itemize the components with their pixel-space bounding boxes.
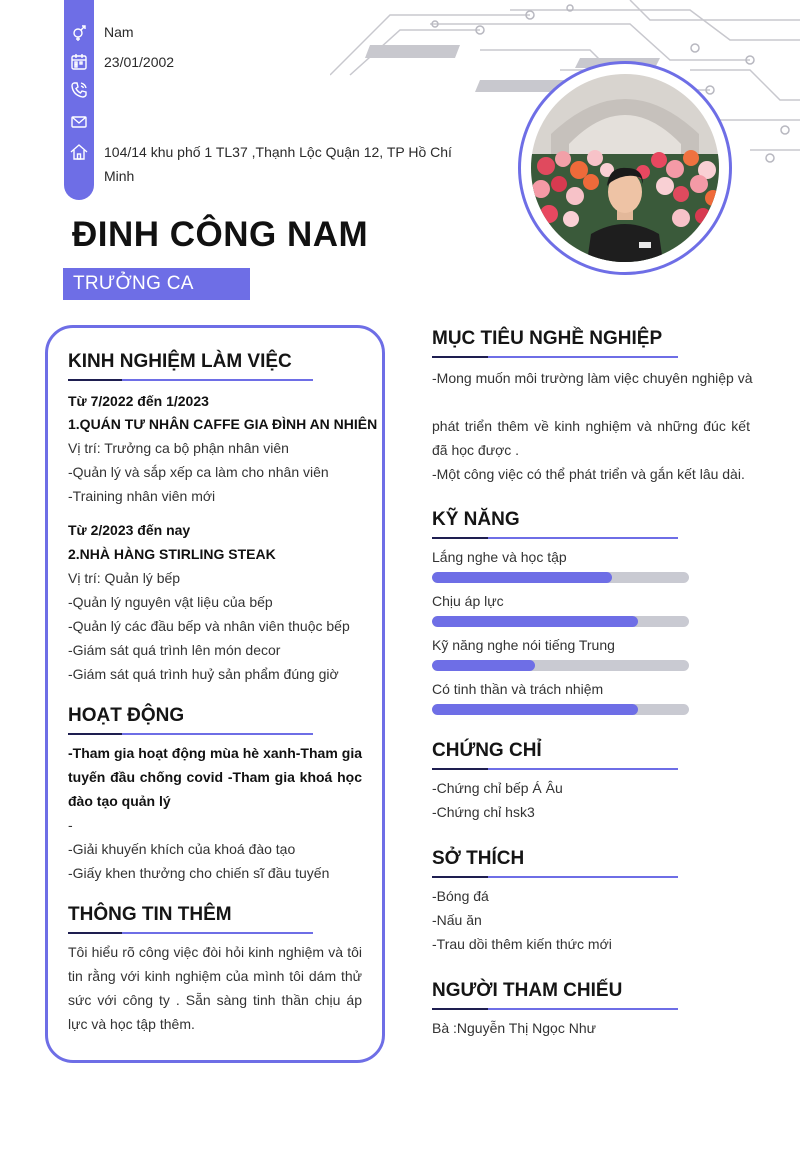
hobby-item: -Nấu ăn [432, 912, 482, 928]
additional-underline-accent [68, 932, 122, 934]
references-underline [488, 1008, 678, 1010]
activities-summary: -Tham gia hoạt động mùa hè xanh-Tham gia tuyến đầu chống covid -Tham gia khoá học đào tạo quản lý [68, 745, 362, 809]
job-2-detail: Vị trí: Quản lý bếp [68, 570, 181, 586]
skill-bar [432, 572, 689, 583]
skills-underline-accent [432, 537, 488, 539]
skill-bar-fill [432, 704, 638, 715]
contact-birthdate: 23/01/2002 [104, 54, 175, 70]
skills-underline [488, 537, 678, 539]
gender-icon [69, 22, 89, 42]
contact-gender: Nam [104, 24, 134, 40]
experience-underline-accent [68, 379, 122, 381]
contact-address [104, 140, 452, 188]
skill-bar [432, 660, 689, 671]
additional-text: Tôi hiểu rõ công việc đòi hỏi kinh nghiệm và tôi tin rằng với kinh nghiệm của mình tôi dám thử sức với công ty . Sẵn sàng tinh thần chịu áp lực và học tập thêm. [68, 944, 362, 1032]
certificates-title: CHỨNG CHỈ [432, 740, 542, 761]
hobbies-underline-accent [432, 876, 488, 878]
certificate-item: -Chứng chỉ bếp Á Âu [432, 780, 563, 796]
activity-item: -Giấy khen thưởng cho chiến sĩ đầu tuyến [68, 865, 330, 881]
hobby-item: -Bóng đá [432, 888, 489, 904]
skill-label: Có tinh thần và trách nhiệm [432, 681, 604, 697]
objective-line: -Một công việc có thể phát triển và gắn kết lâu dài. [432, 466, 745, 482]
role-bar [63, 268, 250, 300]
skill-bar-fill [432, 572, 612, 583]
job-1-detail: -Quản lý và sắp xếp ca làm cho nhân viên [68, 464, 329, 480]
additional-title: THÔNG TIN THÊM [68, 904, 232, 925]
avatar-photo [531, 74, 719, 262]
experience-title: KINH NGHIỆM LÀM VIỆC [68, 351, 292, 372]
phone-icon [69, 80, 89, 100]
certificate-item: -Chứng chỉ hsk3 [432, 804, 535, 820]
skill-bar-fill [432, 660, 535, 671]
job-2-detail: -Giám sát quá trình lên món decor [68, 642, 281, 658]
skill-bar-fill [432, 616, 638, 627]
email-icon [69, 112, 89, 132]
skill-label: Kỹ năng nghe nói tiếng Trung [432, 637, 615, 653]
job-2-period: Từ 2/2023 đến nay [68, 522, 191, 538]
person-name: ĐINH CÔNG NAM [72, 215, 369, 254]
hobbies-title: SỞ THÍCH [432, 848, 525, 869]
references-title: NGƯỜI THAM CHIẾU [432, 980, 623, 1001]
objective-underline [488, 356, 678, 358]
calendar-icon [69, 52, 89, 72]
certificates-underline-accent [432, 768, 488, 770]
job-2-company: 2.NHÀ HÀNG STIRLING STEAK [68, 546, 276, 562]
job-2-detail: -Quản lý các đầu bếp và nhân viên thuộc bếp [68, 618, 350, 634]
references-underline-accent [432, 1008, 488, 1010]
home-icon [69, 142, 89, 162]
activity-item: - [68, 817, 73, 833]
role-title: TRƯỞNG CA [73, 273, 194, 294]
activity-item: -Giải khuyến khích của khoá đào tạo [68, 841, 296, 857]
experience-underline [122, 379, 313, 381]
job-1-company: 1.QUÁN TƯ NHÂN CAFFE GIA ĐÌNH AN NHIÊN [68, 416, 378, 432]
reference-text: Bà :Nguyễn Thị Ngọc Như [432, 1020, 596, 1036]
job-2-detail: -Quản lý nguyên vật liệu của bếp [68, 594, 273, 610]
contact-address-line2: Minh [104, 168, 135, 184]
job-1-detail: Vị trí: Trưởng ca bộ phận nhân viên [68, 440, 289, 456]
activities-underline-accent [68, 733, 122, 735]
job-1-period: Từ 7/2022 đến 1/2023 [68, 393, 209, 409]
objective-title: MỤC TIÊU NGHỀ NGHIỆP [432, 328, 663, 349]
skill-bar [432, 616, 689, 627]
hobbies-underline [488, 876, 678, 878]
additional-underline [122, 932, 313, 934]
skill-label: Chịu áp lực [432, 593, 504, 609]
contact-strip [64, 0, 94, 200]
job-2-detail: -Giám sát quá trình huỷ sản phẩm đúng giờ [68, 666, 339, 682]
objective-line: -Mong muốn môi trường làm việc chuyên nghiệp và [432, 370, 753, 386]
activities-underline [122, 733, 313, 735]
skill-label: Lắng nghe và học tập [432, 549, 567, 565]
activities-title: HOẠT ĐỘNG [68, 705, 185, 726]
avatar-frame [518, 61, 732, 275]
certificates-underline [488, 768, 678, 770]
contact-address-line1: 104/14 khu phố 1 TL37 ,Thạnh Lộc Quận 12, TP Hồ Chí [104, 144, 452, 160]
skills-title: KỸ NĂNG [432, 509, 520, 530]
objective-underline-accent [432, 356, 488, 358]
skill-bar [432, 704, 689, 715]
job-1-detail: -Training nhân viên mới [68, 488, 216, 504]
hobby-item: -Trau dồi thêm kiến thức mới [432, 936, 612, 952]
objective-paragraph: phát triển thêm về kinh nghiệm và những đúc kết đã học được . [432, 418, 750, 458]
